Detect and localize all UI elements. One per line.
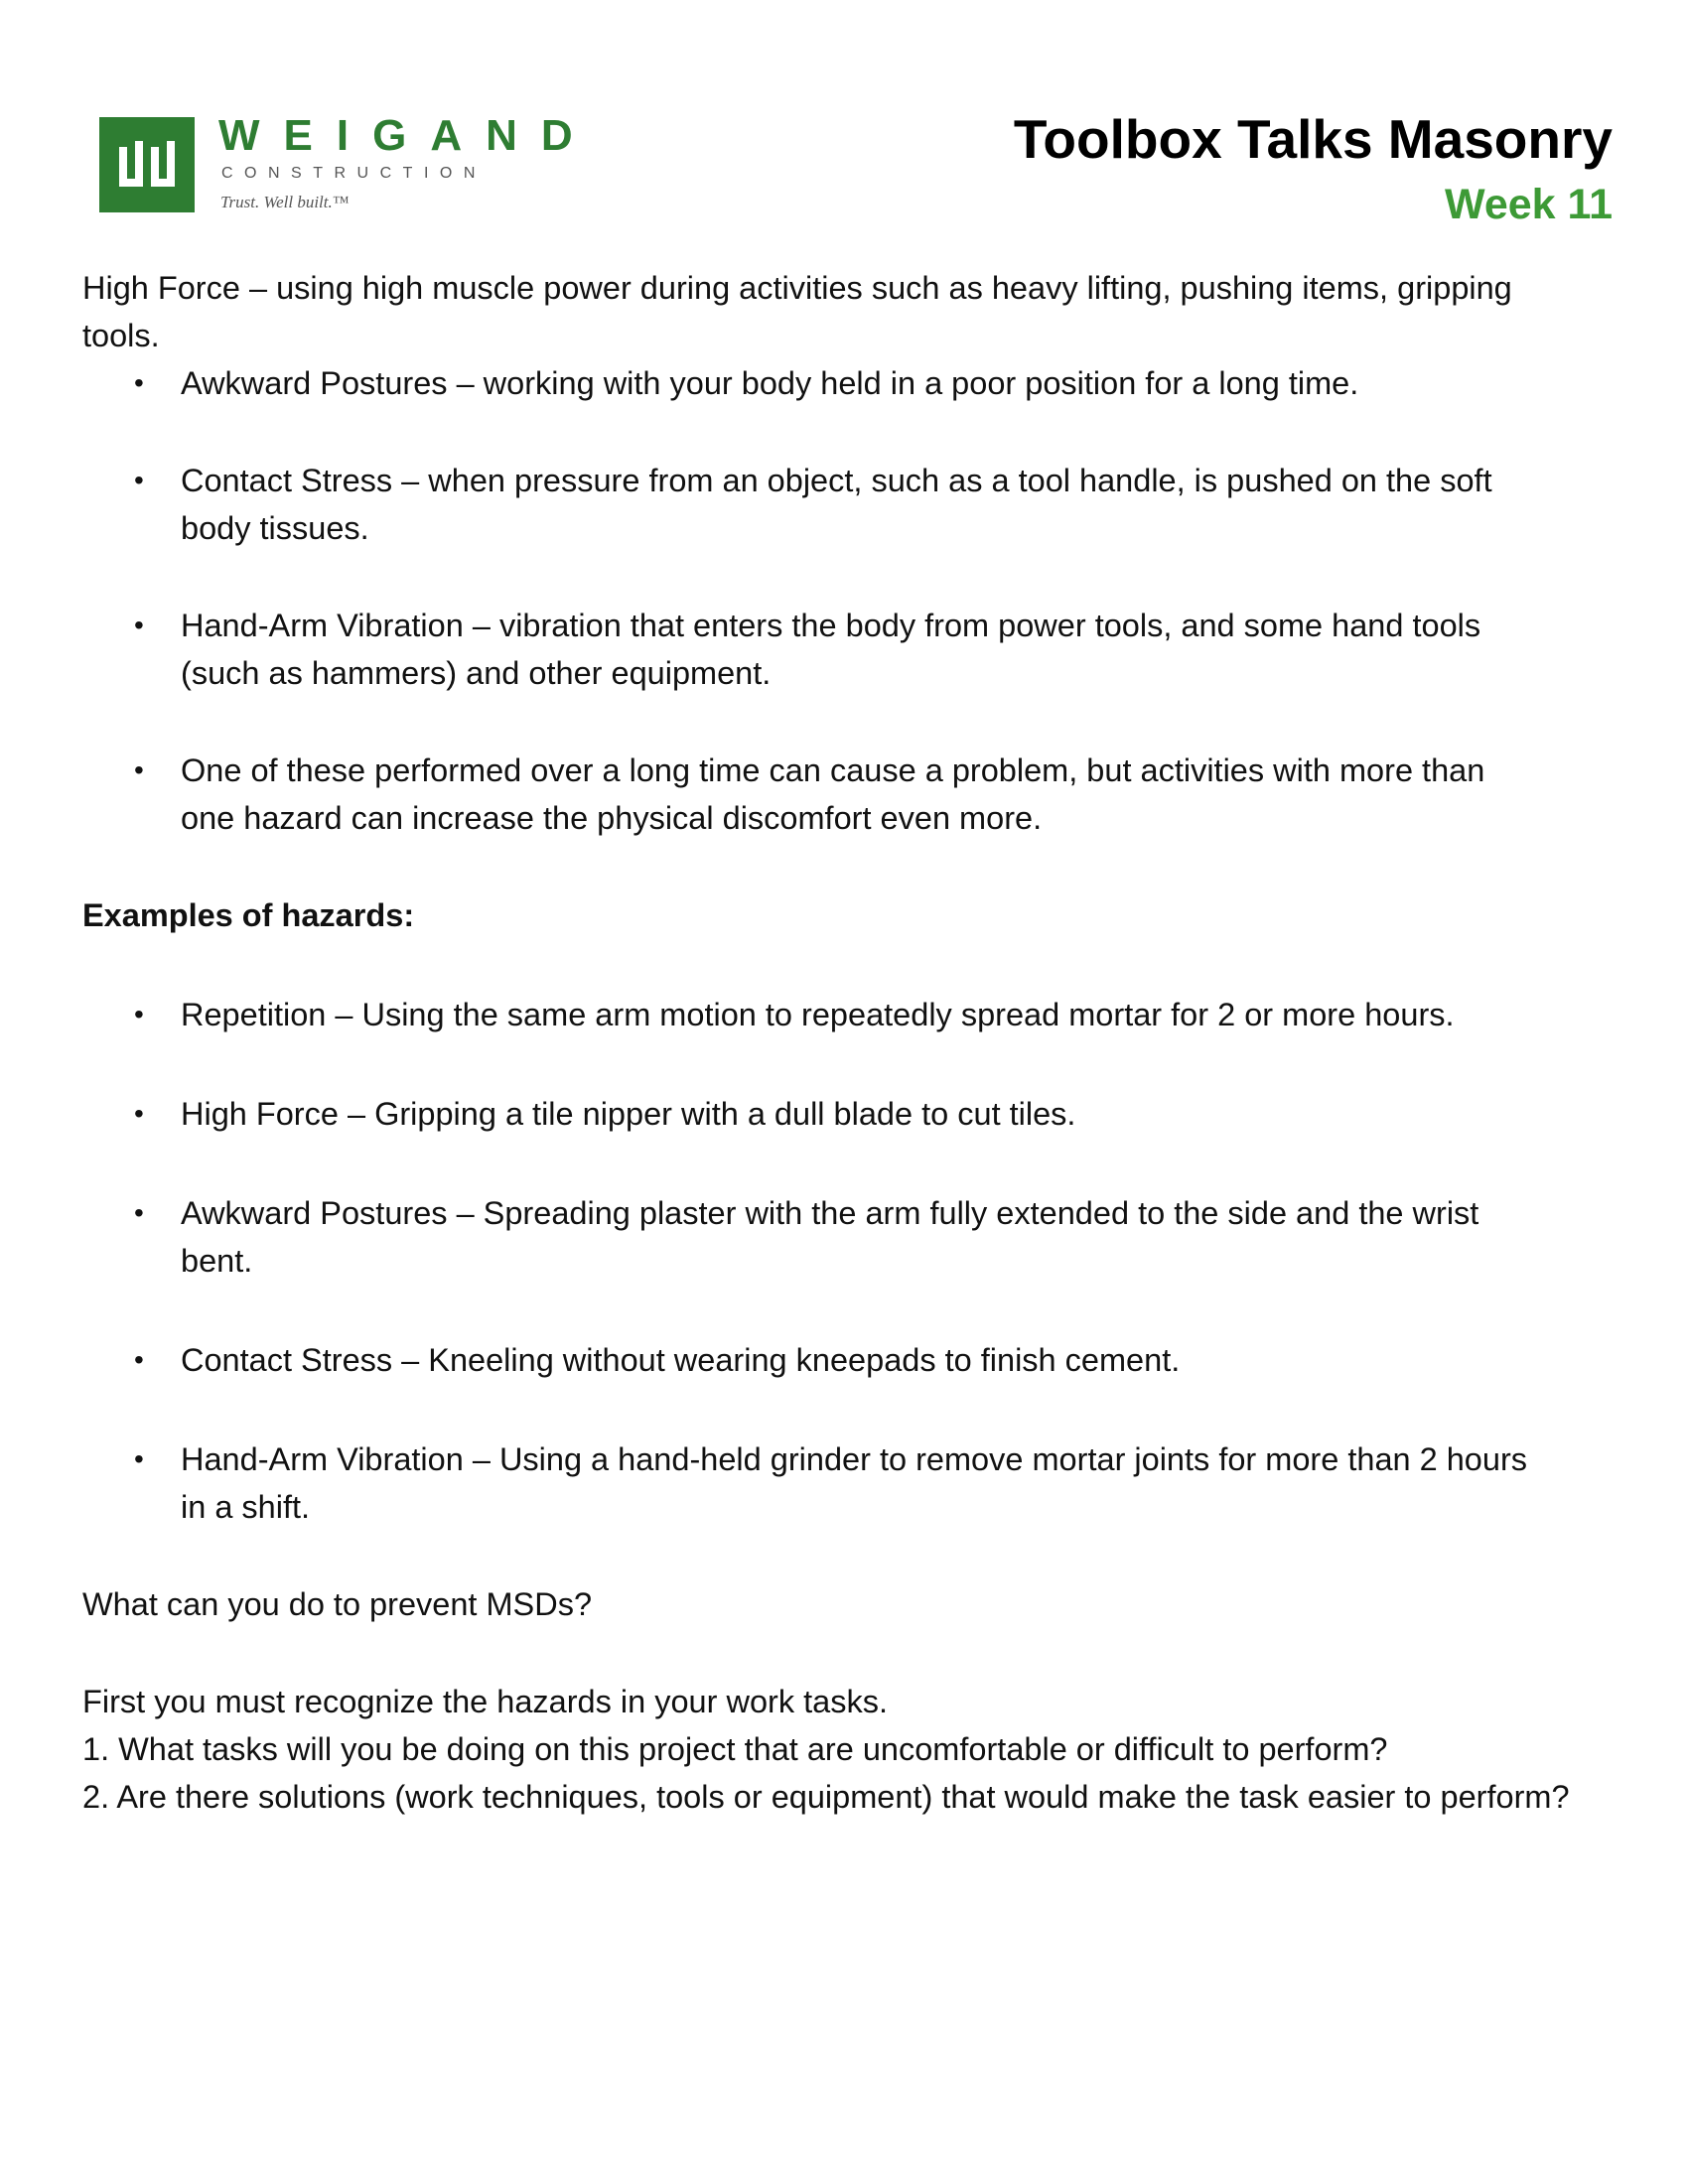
logo-tagline: Trust. Well built.™: [220, 193, 350, 211]
list-item: [82, 359, 1545, 407]
logo-company-name: WEIGAND: [218, 111, 597, 160]
bullet-icon: •: [134, 367, 144, 398]
list-item: [82, 747, 1545, 842]
document-title: Toolbox Talks Masonry: [1013, 108, 1613, 170]
document-body: [82, 264, 1572, 1821]
weigand-logo-mark-icon: [99, 117, 195, 212]
intro-paragraph: High Force – using high muscle power during activities such as heavy lifting, pushing items, gripping tools.: [82, 270, 1512, 353]
question-1: 1. What tasks will you be doing on this project that are uncomfortable or difficult to perform?: [82, 1731, 1388, 1767]
bullet-icon: •: [134, 465, 144, 495]
list-item: [82, 1189, 1545, 1285]
list-item-text: Awkward Postures – working with your body held in a poor position for a long time.: [181, 365, 1359, 401]
list-item-text: One of these performed over a long time can cause a problem, but activities with more than one hazard can increase the physical discomfort even more.: [181, 752, 1485, 836]
bullet-icon: •: [134, 610, 144, 640]
recognize-paragraph: First you must recognize the hazards in your work tasks.: [82, 1684, 889, 1719]
list-item: [82, 1336, 1545, 1384]
bullet-icon: •: [134, 999, 144, 1029]
list-item-text: Hand-Arm Vibration – vibration that enters the body from power tools, and some hand tools (such as hammers) and other equipment.: [181, 608, 1481, 691]
list-item-text: High Force – Gripping a tile nipper with a dull blade to cut tiles.: [181, 1096, 1076, 1132]
logo-company-subtitle: CONSTRUCTION: [221, 165, 487, 182]
list-item-text: Contact Stress – when pressure from an object, such as a tool handle, is pushed on the soft body tissues.: [181, 463, 1492, 546]
bullet-icon: •: [134, 1344, 144, 1375]
examples-list: [82, 991, 1572, 1531]
list-item: [82, 457, 1545, 552]
company-logo: [99, 111, 597, 214]
list-item: [82, 1435, 1545, 1531]
list-item: [82, 991, 1545, 1038]
bullet-icon: •: [134, 754, 144, 785]
question-2: 2. Are there solutions (work techniques, tools or equipment) that would make the task easier to perform?: [82, 1779, 1570, 1815]
list-item-text: Hand-Arm Vibration – Using a hand-held grinder to remove mortar joints for more than 2 hours in a shift.: [181, 1441, 1528, 1525]
list-item-text: Awkward Postures – Spreading plaster with the arm fully extended to the side and the wrist bent.: [181, 1195, 1479, 1279]
bullet-icon: •: [134, 1098, 144, 1129]
week-label: Week 11: [1445, 181, 1613, 228]
bullet-icon: •: [134, 1443, 144, 1474]
prevent-question: What can you do to prevent MSDs?: [82, 1586, 593, 1622]
examples-heading: Examples of hazards:: [82, 897, 415, 933]
list-item-text: Contact Stress – Kneeling without wearing kneepads to finish cement.: [181, 1342, 1181, 1378]
list-item-text: Repetition – Using the same arm motion to repeatedly spread mortar for 2 or more hours.: [181, 997, 1455, 1032]
hazard-types-list: [82, 359, 1572, 842]
list-item: [82, 602, 1545, 697]
bullet-icon: •: [134, 1197, 144, 1228]
list-item: [82, 1090, 1545, 1138]
